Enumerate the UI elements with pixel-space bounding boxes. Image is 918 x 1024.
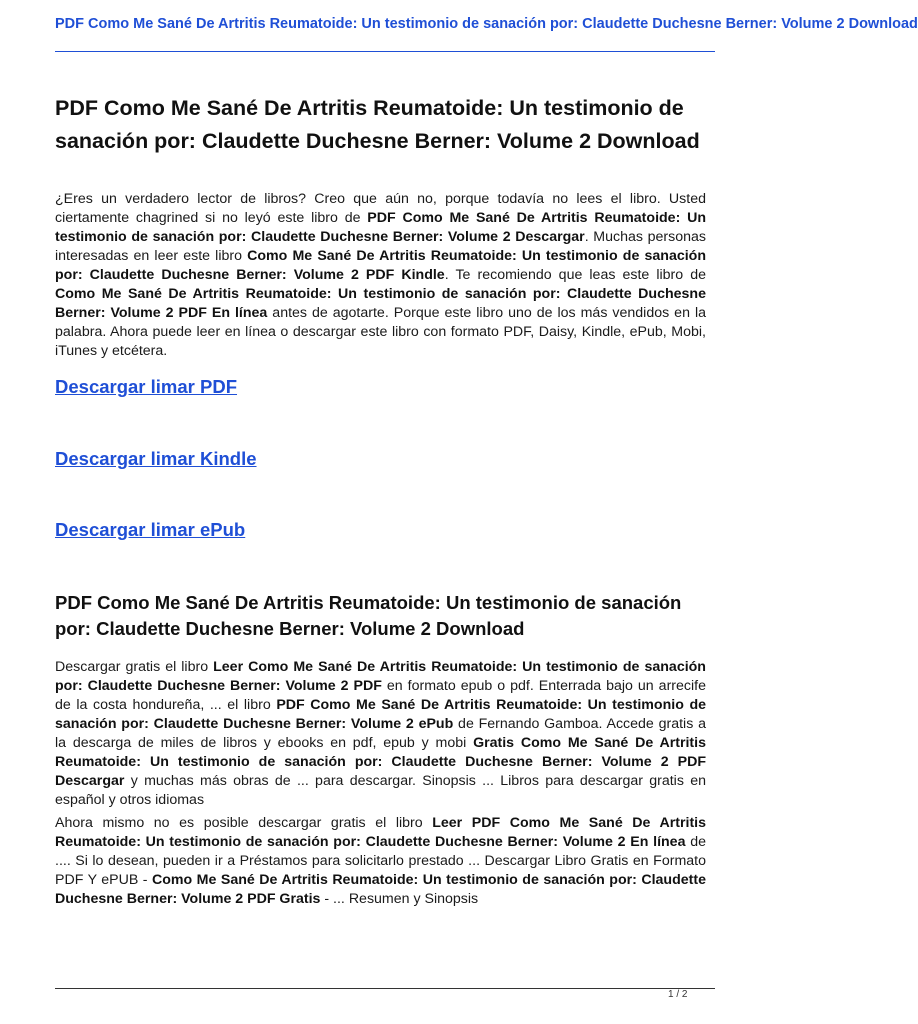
intro-bold-1: PDF Como Me Sané De Artritis Reumatoide: Un testimonio de sanación por: Claudette Duchesne Berner: Volume 2 Descargar (55, 210, 707, 245)
intro-text-2: . Muchas personas interesadas en leer este libro (55, 229, 707, 264)
page-title: PDF Como Me Sané De Artritis Reumatoide: Un testimonio de sanación por: Claudette Duchesne Berner: Volume 2 Download (55, 96, 700, 153)
para2-text-1: Descargar gratis el libro (55, 659, 214, 675)
footer-divider (55, 988, 715, 989)
download-epub-link[interactable]: Descargar limar ePub (55, 519, 246, 540)
intro-bold-2: Como Me Sané De Artritis Reumatoide: Un testimonio de sanación por: Claudette Duchesne Berner: Volume 2 PDF Kindle (55, 248, 706, 283)
description-paragraph (55, 658, 706, 810)
availability-paragraph (55, 814, 706, 909)
para3-text-3: - ... Resumen y Sinopsis (320, 891, 479, 907)
page-number: 1 / 2 (668, 989, 688, 1000)
intro-text-3: . Te recomiendo que leas este libro de (444, 267, 707, 283)
header-divider (55, 51, 715, 52)
intro-text-1: ¿Eres un verdadero lector de libros? Creo que aún no, porque todavía no lees el libro. Usted ciertamente chagrined si no leyó este libro de (55, 191, 706, 226)
para2-bold-3: Gratis Como Me Sané De Artritis Reumatoide: Un testimonio de sanación por: Claudette Duchesne Berner: Volume 2 PDF Descargar (55, 735, 706, 789)
para3-text-2: de .... Si lo desean, pueden ir a Préstamos para solicitarlo prestado ... Descargar Libro Gratis en Formato PDF Y ePUB - (55, 834, 706, 888)
para2-text-2: en formato epub o pdf. Enterrada bajo un arrecife de la costa hondureña, ... el libro (55, 678, 706, 713)
para2-text-3: de Fernando Gamboa. Accede gratis a la descarga de miles de libros y ebooks en pdf, epub y mobi (55, 716, 706, 751)
download-pdf-link[interactable]: Descargar limar PDF (55, 376, 238, 397)
para2-bold-2: PDF Como Me Sané De Artritis Reumatoide: Un testimonio de sanación por: Claudette Duchesne Berner: Volume 2 ePub (55, 697, 707, 732)
intro-bold-3: Como Me Sané De Artritis Reumatoide: Un testimonio de sanación por: Claudette Duchesne Berner: Volume 2 PDF En línea (55, 286, 706, 321)
download-kindle-link[interactable]: Descargar limar Kindle (55, 448, 257, 469)
para3-bold-2: Como Me Sané De Artritis Reumatoide: Un testimonio de sanación por: Claudette Duchesne Berner: Volume 2 PDF Gratis (55, 872, 706, 907)
para3-text-1: Ahora mismo no es posible descargar gratis el libro (55, 815, 433, 831)
header-title-link[interactable]: PDF Como Me Sané De Artritis Reumatoide: Un testimonio de sanación por: Claudette Duchesne Berner: Volume 2 Download (55, 16, 918, 32)
intro-paragraph (55, 190, 706, 361)
para2-bold-1: Leer Como Me Sané De Artritis Reumatoide: Un testimonio de sanación por: Claudette Duchesne Berner: Volume 2 PDF (55, 659, 706, 694)
para3-bold-1: Leer PDF Como Me Sané De Artritis Reumatoide: Un testimonio de sanación por: Claudette Duchesne Berner: Volume 2 En línea (55, 815, 706, 850)
section-title: PDF Como Me Sané De Artritis Reumatoide: Un testimonio de sanación por: Claudette Duchesne Berner: Volume 2 Download (55, 592, 682, 639)
para2-text-4: y muchas más obras de ... para descargar. Sinopsis ... Libros para descargar gratis en español y otros idiomas (55, 773, 706, 808)
intro-text-4: antes de agotarte. Porque este libro uno de los más vendidos en la palabra. Ahora puede leer en línea o descargar este libro con formato PDF, Daisy, Kindle, ePub, Mobi, iTunes y etcétera. (55, 305, 706, 359)
